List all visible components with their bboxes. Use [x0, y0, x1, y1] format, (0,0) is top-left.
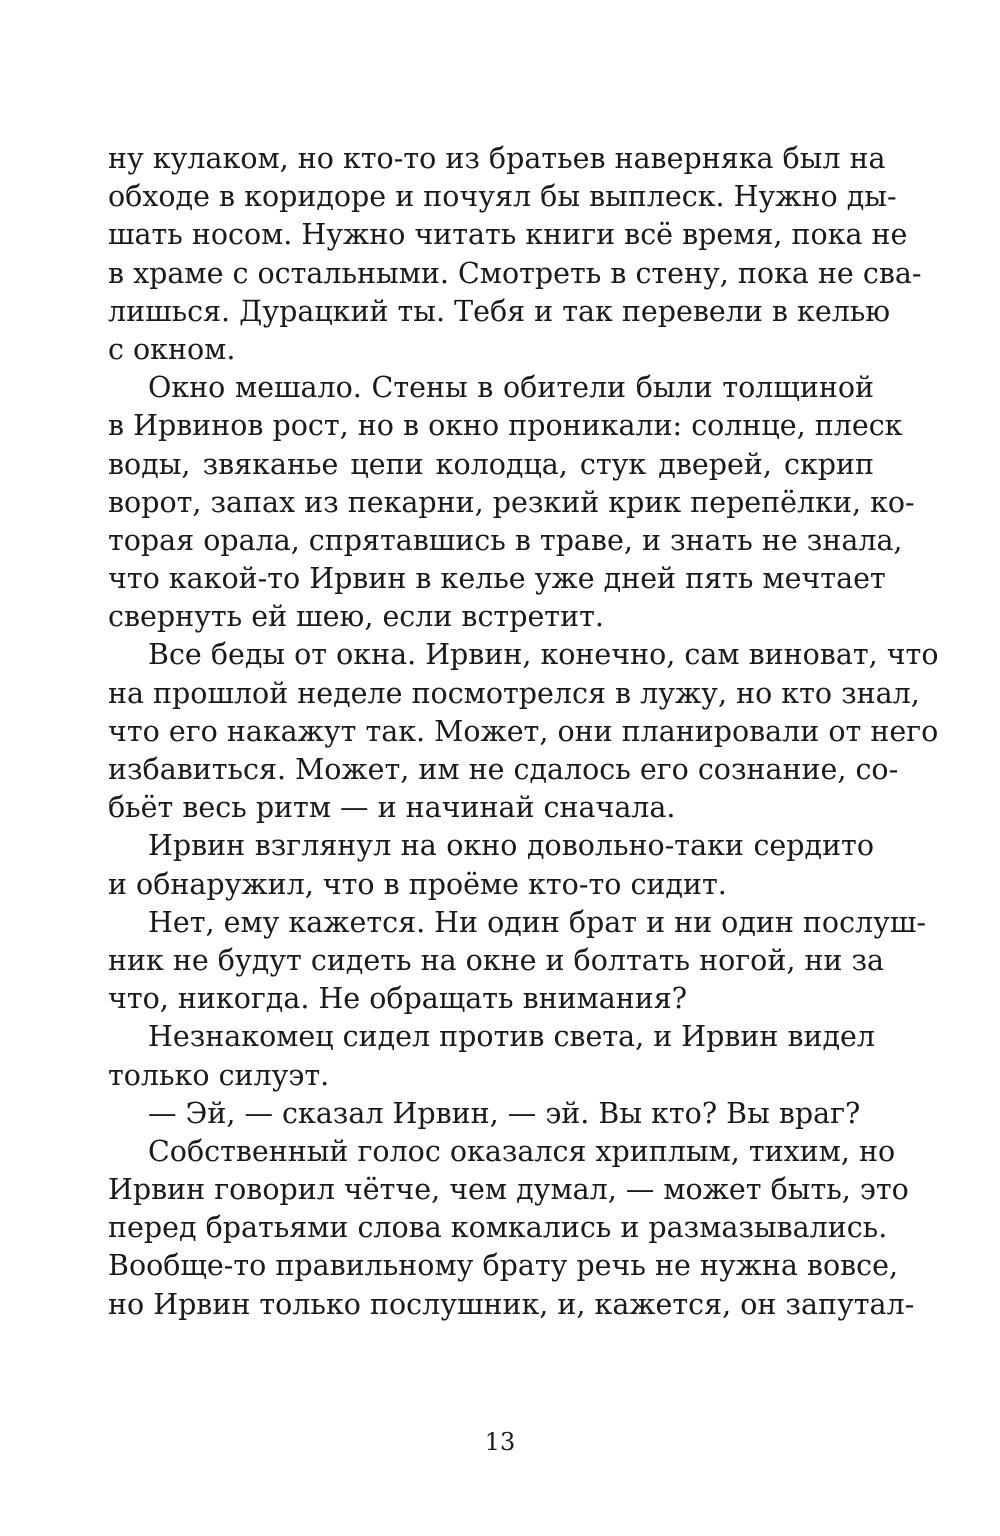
text-line: Все беды от окна. Ирвин, конечно, сам виноват, что	[148, 638, 939, 672]
text-line: что какой-то Ирвин в келье уже дней пять мечтает	[108, 562, 886, 596]
text-line: но Ирвин только послушник, и, кажется, он запутал-	[108, 1287, 915, 1321]
text-line: Нет, ему кажется. Ни один брат и ни один послуш-	[148, 905, 927, 939]
paragraph	[108, 904, 927, 1019]
text-line: торая орала, спрятавшись в траве, и знать не знала,	[108, 523, 903, 557]
paragraph	[108, 140, 922, 369]
text-line: на прошлой неделе посмотрелся в лужу, но кто знал,	[108, 676, 920, 710]
text-line: что, никогда. Не обращать внимания?	[108, 982, 688, 1016]
paragraph	[108, 1018, 874, 1094]
text-line: перед братьями слова комкались и размазывались.	[108, 1211, 888, 1245]
text-line: в Ирвинов рост, но в окно проникали: солнце, плеск	[108, 409, 903, 443]
text-line: Ирвин взглянул на окно довольно-таки сердито	[148, 829, 874, 863]
text-line: свернуть ей шею, если встретит.	[108, 600, 604, 634]
text-line: только силуэт.	[108, 1058, 330, 1092]
text-line: воды, звяканье цепи колодца, стук дверей, скрип	[108, 447, 874, 481]
paragraph	[108, 369, 915, 636]
text-line: с окном.	[108, 332, 236, 366]
text-line: обходе в коридоре и почуял бы выплеск. Нужно ды-	[108, 180, 897, 214]
text-line: лишься. Дурацкий ты. Тебя и так перевели в келью	[108, 294, 891, 328]
body-text	[108, 140, 939, 1324]
text-line: Незнакомец сидел против света, и Ирвин видел	[148, 1020, 876, 1054]
text-line: Вообще-то правильному брату речь не нужна вовсе,	[108, 1249, 899, 1283]
text-line: бьёт весь ритм — и начинай сначала.	[108, 791, 676, 825]
text-line: избавиться. Может, им не сдалось его сознание, со-	[108, 753, 899, 786]
text-line: Ирвин говорил чётче, чем думал, — может быть, это	[108, 1173, 909, 1207]
text-line: и обнаружил, что в проёме кто-то сидит.	[108, 867, 727, 901]
text-line: — Эй, — сказал Ирвин, — эй. Вы кто? Вы враг?	[148, 1096, 861, 1130]
text-line: что его накажут так. Может, они планировали от него	[108, 714, 939, 748]
text-line: в храме с остальными. Смотреть в стену, пока не сва-	[108, 256, 922, 290]
text-line: Собственный голос оказался хриплым, тихим, но	[148, 1134, 896, 1168]
paragraph	[108, 1133, 915, 1324]
text-line: ник не будут сидеть на окне и болтать ногой, ни за	[108, 943, 885, 977]
text-line: ворот, запах из пекарни, резкий крик перепёлки, ко-	[108, 485, 915, 519]
text-line: Окно мешало. Стены в обители были толщиной	[148, 371, 874, 405]
paragraph	[108, 636, 939, 827]
page-number: 13	[484, 1428, 516, 1456]
text-line: ну кулаком, но кто-то из братьев наверняка был на	[108, 142, 886, 175]
text-line: шать носом. Нужно читать книги всё время, пока не	[108, 218, 908, 252]
paragraph	[108, 1095, 874, 1133]
paragraph	[108, 827, 874, 903]
